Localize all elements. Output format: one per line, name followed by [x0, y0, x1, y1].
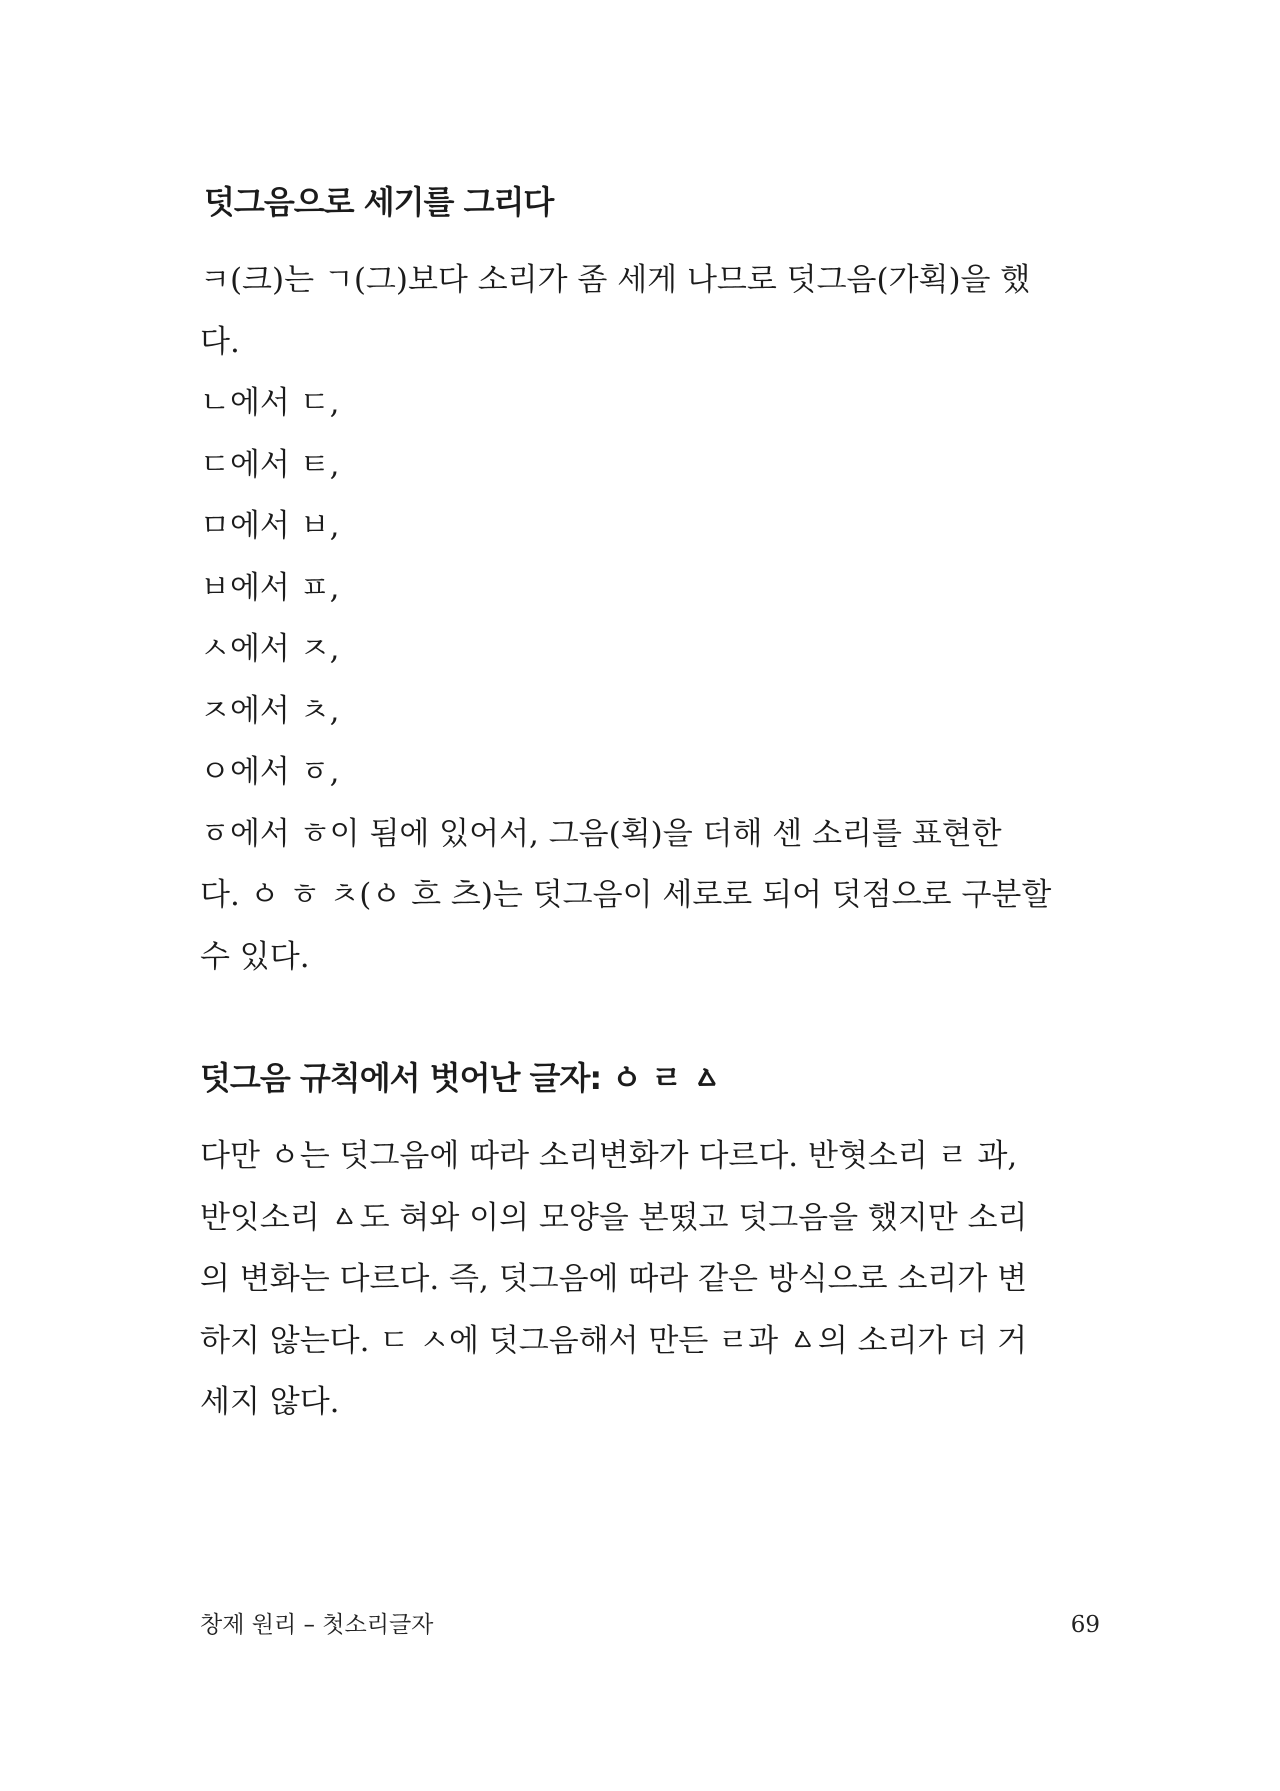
exceptions-paragraph — [200, 1126, 1100, 1434]
running-title: 창제 원리 – 첫소리글자 — [200, 1612, 434, 1638]
jamo-pair-line: ㄴ에서 ㄷ, — [200, 385, 340, 421]
paragraph-line: 다. ㆁ ㅎ ㅊ(ㆁ 흐 츠)는 덧그음이 세로로 되어 덧점으로 구분할 — [200, 877, 1052, 913]
jamo-pair-line: ㅁ에서 ㅂ, — [200, 508, 340, 544]
paragraph-line: ㆆ에서 ㅎ이 됨에 있어서, 그음(획)을 더해 센 소리를 표현한 — [200, 815, 1002, 852]
jamo-pair-line: ㅈ에서 ㅊ, — [200, 692, 340, 729]
paragraph-line: ㅋ(크)는 ㄱ(그)보다 소리가 좀 세게 나므로 덧그음(가획)을 했 — [200, 262, 1031, 298]
paragraph-line: 다만 ㆁ는 덧그음에 따라 소리변화가 다르다. 반혓소리 ㄹ 과, — [200, 1138, 1018, 1174]
section-heading-exceptions: 덧그음 규칙에서 벗어난 글자: ㆁ ㄹ ㅿ — [200, 1059, 722, 1097]
paragraph-line: 의 변화는 다르다. 즉, 덧그음에 따라 같은 방식으로 소리가 변 — [200, 1261, 1028, 1297]
page-footer — [200, 1608, 1100, 1642]
jamo-pair-line: ㅅ에서 ㅈ, — [200, 631, 340, 667]
paragraph-line: 다. — [200, 323, 240, 360]
jamo-pair-line: ㅂ에서 ㅍ, — [200, 569, 340, 606]
page-number: 69 — [1070, 1612, 1100, 1638]
section-heading-stroke-addition: 덧그음으로 세기를 그리다 — [204, 183, 554, 221]
jamo-pair-line: ㄷ에서 ㅌ, — [200, 446, 340, 483]
stroke-addition-paragraph — [200, 250, 1100, 988]
paragraph-line: 하지 않는다. ㄷ ㅅ에 덧그음해서 만든 ㄹ과 ㅿ의 소리가 더 거 — [200, 1322, 1028, 1359]
jamo-pair-line: ㅇ에서 ㆆ, — [200, 754, 340, 790]
paragraph-line: 반잇소리 ㅿ도 혀와 이의 모양을 본떴고 덧그음을 했지만 소리 — [200, 1199, 1028, 1236]
paragraph-line: 세지 않다. — [200, 1384, 340, 1420]
paragraph-line: 수 있다. — [200, 938, 310, 975]
